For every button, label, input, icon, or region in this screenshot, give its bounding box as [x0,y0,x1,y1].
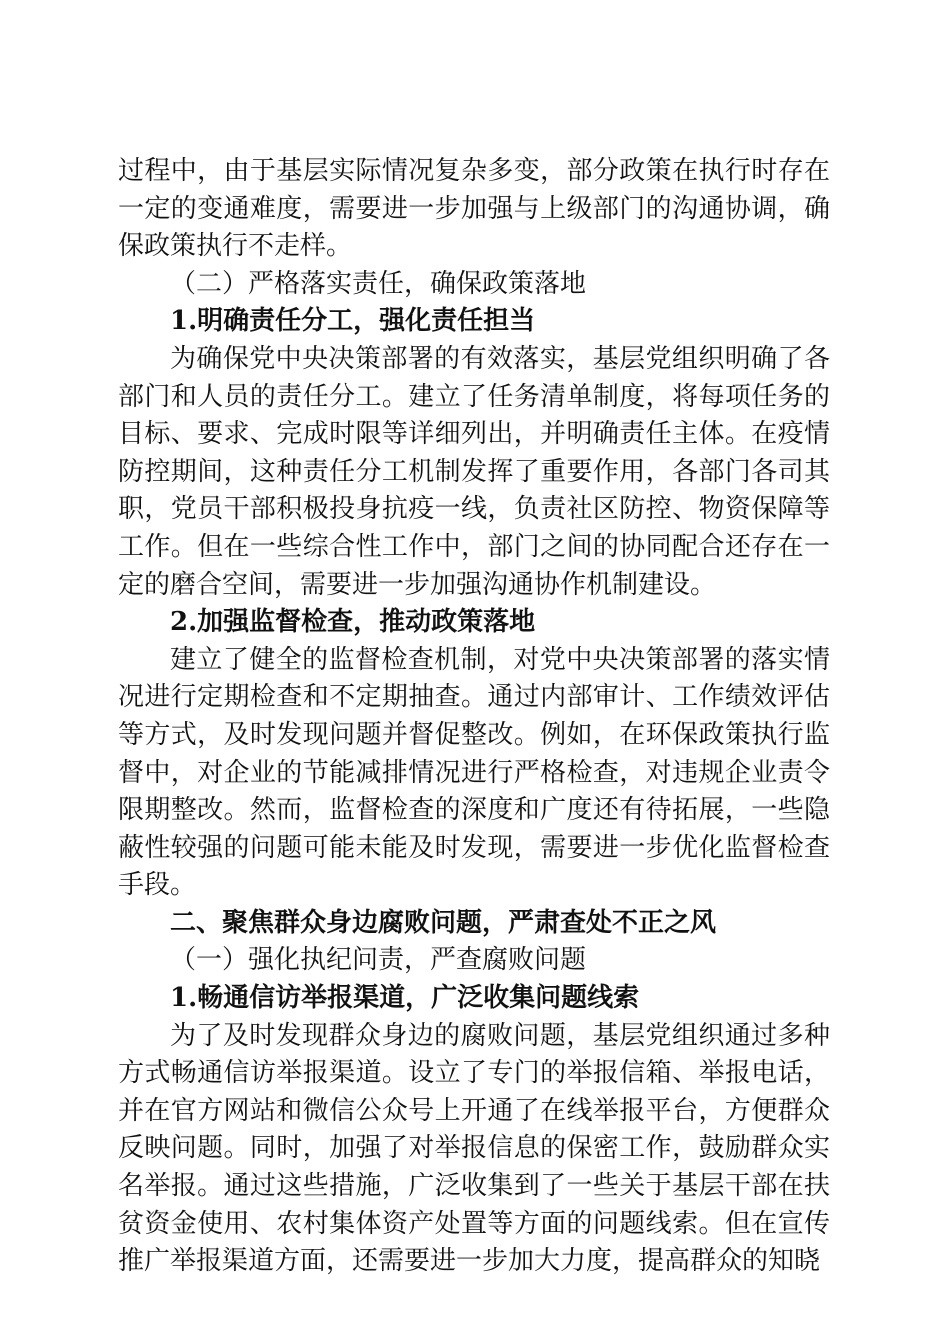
item-heading-3: 1.畅通信访举报渠道，广泛收集问题线索 [170,983,640,1014]
item-heading-1: 1.明确责任分工，强化责任担当 [170,306,536,337]
paragraph-item-1: 为确保党中央决策部署的有效落实，基层党组织明确了各部门和人员的责任分工。建立了任务清单制度，将每项任务的目标、要求、完成时限等详细列出，并明确责任主体。在疫情防控期间，这种责任分工机制发挥了重要作用，各部门各司其职，党员干部积极投身抗疫一线，负责社区防控、物资保障等工作。但在一些综合性工作中，部门之间的协同配合还存在一定的磨合空间，需要进一步加强沟通协作机制建设。 [118,343,830,600]
section-heading-2: 二、聚焦群众身边腐败问题，严肃查处不正之风 [170,907,717,938]
subsection-heading-2: （二）严格落实责任，确保政策落地 [170,268,587,299]
paragraph-item-3: 为了及时发现群众身边的腐败问题，基层党组织通过多种方式畅通信访举报渠道。设立了专门的举报信箱、举报电话，并在官方网站和微信公众号上开通了在线举报平台，方便群众反映问题。同时，加强了对举报信息的保密工作，鼓励群众实名举报。通过这些措施，广泛收集到了一些关于基层干部在扶贫资金使用、农村集体资产处置等方面的问题线索。但在宣传推广举报渠道方面，还需要进一步加大力度，提高群众的知晓 [118,1020,830,1277]
item-heading-2: 2.加强监督检查，推动政策落地 [170,607,536,638]
paragraph-continuation: 过程中，由于基层实际情况复杂多变，部分政策在执行时存在一定的变通难度，需要进一步加强与上级部门的沟通协调，确保政策执行不走样。 [118,156,830,262]
paragraph-item-2: 建立了健全的监督检查机制，对党中央决策部署的落实情况进行定期检查和不定期抽查。通过内部审计、工作绩效评估等方式，及时发现问题并督促整改。例如，在环保政策执行监督中，对企业的节能减排情况进行严格检查，对违规企业责令限期整改。然而，监督检查的深度和广度还有待拓展，一些隐蔽性较强的问题可能未能及时发现，需要进一步优化监督检查手段。 [118,644,830,901]
subsection-heading-1: （一）强化执纪问责，严查腐败问题 [170,945,587,976]
document-page [118,153,830,1281]
